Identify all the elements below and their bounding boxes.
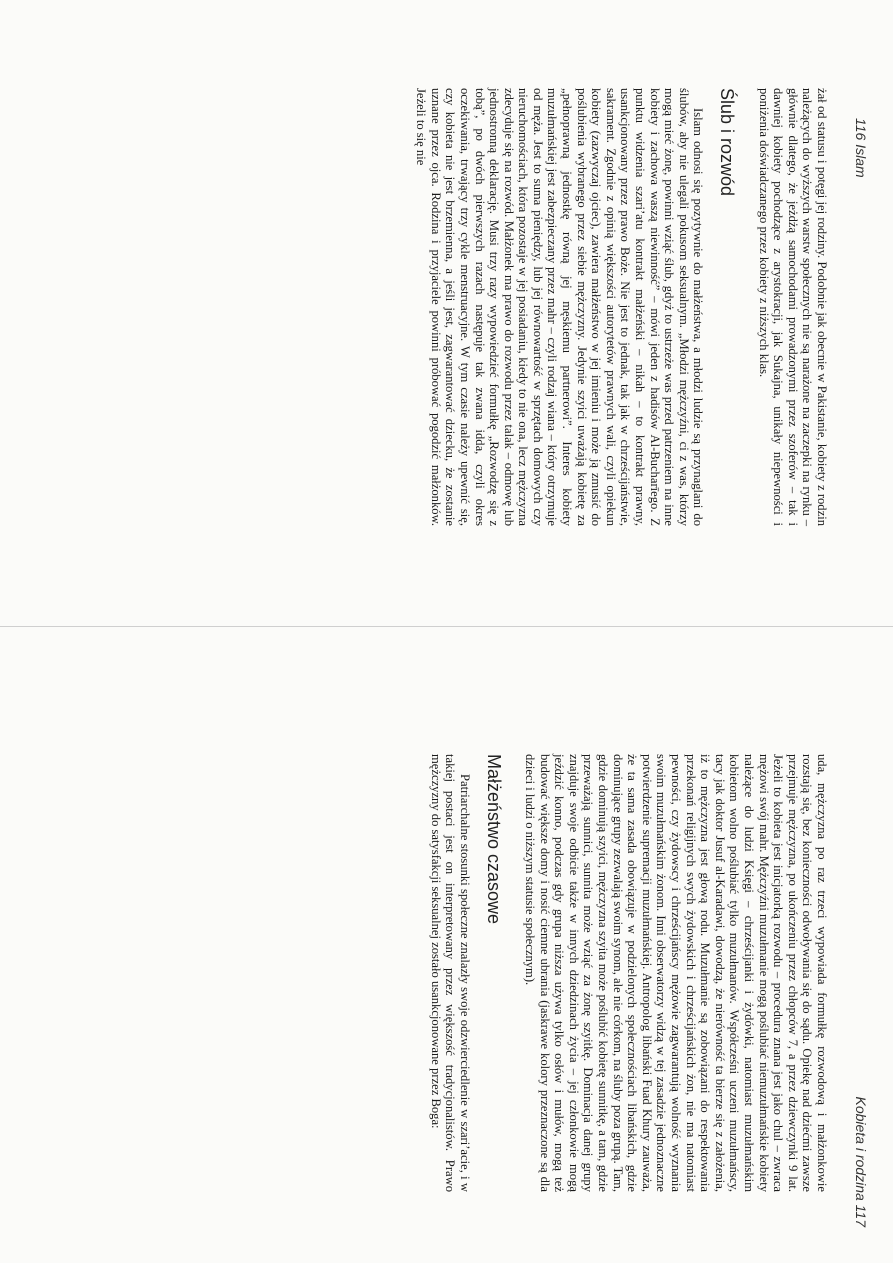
running-header-right: Kobieta i rodzina 117 [853, 1096, 869, 1227]
paragraph: Islam odnosi się pozytywnie do małżeństwa, a młodzi ludzie są przynaglani do ślubów, aby nie ulegali pokusom seksualnym. „Młodzi mężczyźni, ci z was, którzy mogą mieć żonę, powinni wziąć ślub, gdyż to ustrzeże was przed patrzeniem na inne kobiety i zachowa waszą niewinność” – mówi jeden z hadisów Al-Bucharīego. Z punktu widzenia szari’atu kontrakt małżeński – nikah – to kontrakt prawny, usankcjonowany przez prawo Boże. Nie jest to jednak, tak jak w chrześcijaństwie, sakrament. Zgodnie z opinią większości autorytetów prawnych wali, czyli opiekun kobiety (zazwyczaj ojciec), zawiera małżeństwo w jej imieniu i może ją zmusić do poślubienia wybranego przez siebie mężczyzny. Jedynie szyici uważają kobietę za „pełnoprawną jednostkę równą jej męskiemu partnerowi”. Interes kobiety muzułmańskiej jest zabezpieczany przez mahr – czyli rodzaj wiana – który otrzymuje od męża. Jest to suma pieniędzy, lub jej równowartość w sprzętach domowych czy nieruchomościach, która pozostaje w jej posiadaniu, kiedy to nie ona, lecz mężczyzna zdecyduje się na rozwód. Małżonek ma prawo do rozwodu przez talak – odmowę lub jednostronną deklarację. Musi trzy razy wypowiedzieć formułkę „Rozwodzę się z tobą”, po dwóch pierwszych razach następuje tak zwana idda, czyli okres oczekiwania, trwający trzy cykle menstruacyjne. W tym czasie należy upewnić się, czy kobieta nie jest brzemienna, a jeśli jest, zagwarantować dziecku, że zostanie uznane przez ojca. Rodzina i przyjaciele powinni próbować pogodzić małżonków. Jeżeli to się nie [414, 88, 706, 526]
paragraph: Patriarchalne stosunki społeczne znalazły swoje odzwierciedlenie w szari’acie, i w takiej postaci jest on interpretowany przez większość tradycjonalistów. Prawo mężczyzny do satysfakcji seksualnej zostało usankcjonowane przez Boga: [428, 754, 472, 1192]
paragraph: uda, mężczyzna po raz trzeci wypowiada formułkę rozwodową i małżonkowie rozstają się, bez konieczności odwoływania się do sądu. Opiekę nad dziećmi zawsze przejmuje mężczyzna, po ukończeniu przez chłopców 7, a przez dziewczynki 9 lat. Jeżeli to kobieta jest inicjatorką rozwodu – procedura znana jest jako chul – zwraca mężowi swój mahr. Mężczyźni muzułmanie mogą poślubiać niemuzułmańskie kobiety należące do ludzi Księgi – chrześcijanki i żydówki, natomiast muzułmańskim kobietom wolno poślubiać tylko muzułmanów. Współcześni uczeni muzułmańscy, tacy jak doktor Jusuf al-Karadawi, dowodzą, że nierówność ta bierze się z założenia, iż to mężczyzna jest głową rodu. Muzułmanie są zobowiązani do respektowania przekonań religijnych swych żydowskich i chrześcijańskich żon, nie ma natomiast pewności, czy żydowscy i chrześcijańscy mężowie zagwarantują wolność wyznania swoim muzułmańskim żonom. Inni obserwatorzy widzą w tej zasadzie jednoznaczne potwierdzenie supremacji muzułmańskiej. Antropolog libański Fuad Khury zauważa, że ta sama zasada obowiązuje w podzielonych społecznościach libańskich, gdzie dominujące grupy zezwalają swoim synom, ale nie córkom, na śluby poza grupą. Tam, gdzie dominują szyici, mężczyzna szyita może poślubić kobietę sunnitkę, a tam, gdzie przeważają sunnici, sunnita może wziąć za żonę szyitkę. Dominacja danej grupy znajduje swoje odbicie także w innych dziedzinach życia – jej członkowie mogą jeździć konno, podczas gdy grupa niższa używa tylko osłów i mułów, mogą też budować większe domy i nosić ciemne ubrania (jaskrawe kolory przeznaczone są dla dzieci i ludzi o niższym statusie społecznym). [523, 754, 829, 1192]
right-page [0, 632, 893, 1263]
left-page [0, 0, 893, 630]
book-gutter [0, 626, 893, 627]
paragraph: żał od statusu i potęgi jej rodziny. Podobnie jak obecnie w Pakistanie, kobiety z rodzin należących do wyższych warstw społecznych nie są narażone na zaczepki na rynku – głównie dlatego, że jeżdżą samochodami prowadzonymi przez szoferów – tak i dawniej kobiety pochodzące z arystokracji, jak Sukajna, unikały niepewności i poniżenia doświadczanego przez kobiety z niższych klas. [756, 88, 829, 526]
running-header-left: 116 Islam [853, 118, 869, 178]
section-heading-slub-i-rozwod: Ślub i rozwód [717, 88, 738, 197]
left-text-column [414, 88, 829, 526]
right-text-column [428, 754, 829, 1192]
section-heading-malzenstwo-czasowe: Małżeństwo czasowe [483, 754, 504, 925]
